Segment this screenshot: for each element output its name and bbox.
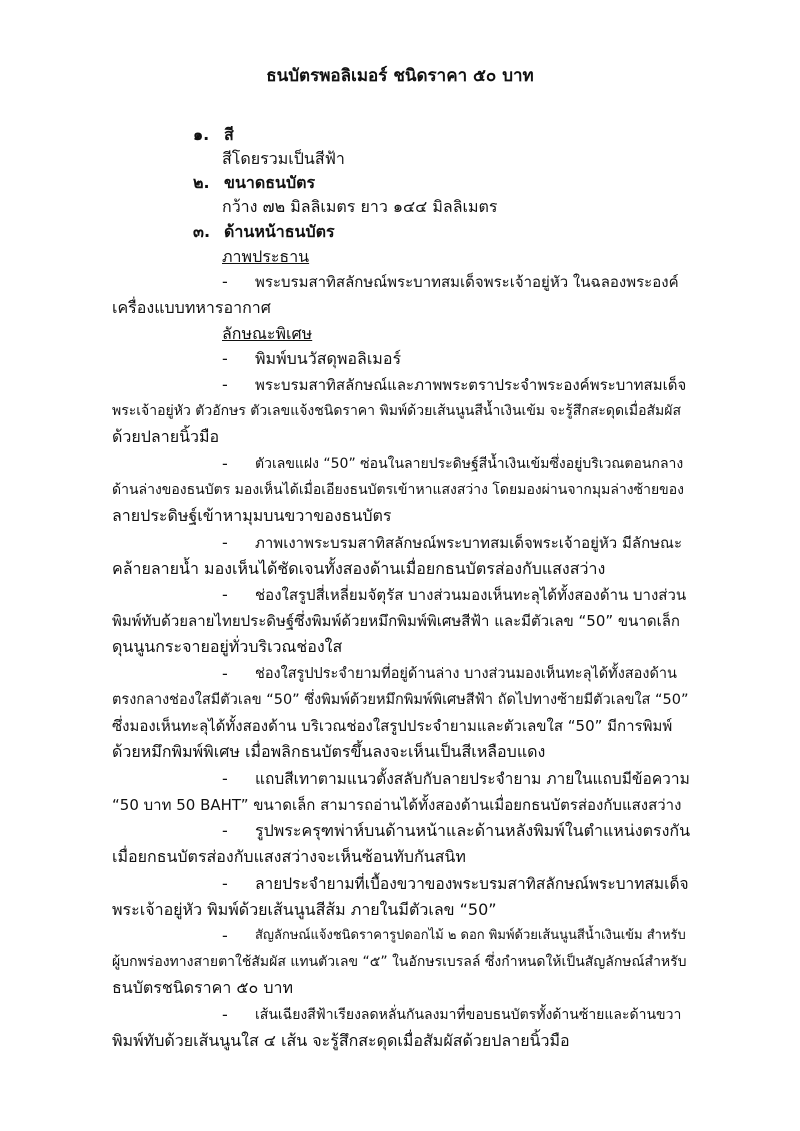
paragraph-line: แถบสีเทาตามแนวตั้งสลับกับลายประจำยาม ภายในแถบมีข้อความ	[255, 770, 690, 788]
paragraph-line: ผู้บกพร่องทางสายตาใช้สัมผัส แทนตัวเลข “๕” ในอักษรเบรลล์ ซึ่งกำหนดให้เป็นสัญลักษณ์สำหรับ	[112, 954, 687, 970]
paragraph-line: ลายประดิษฐ์เข้าหามุมบนขวาของธนบัตร	[112, 506, 392, 525]
paragraph-line: ด้านล่างของธนบัตร มองเห็นได้เมื่อเอียงธนบัตรเข้าหาแสงสว่าง โดยมองผ่านจากมุมล่างซ้ายของ	[112, 482, 684, 498]
paragraph-line: “50 บาท 50 BAHT” ขนาดเล็ก สามารถอ่านได้ทั้งสองด้านเมื่อยกธนบัตรส่องกับแสงสว่าง	[112, 796, 682, 814]
paragraph-line: เครื่องแบบทหารอากาศ	[112, 298, 271, 317]
section-heading: ขนาดธนบัตร	[224, 173, 316, 192]
section-body: กว้าง ๗๒ มิลลิเมตร ยาว ๑๔๔ มิลลิเมตร	[222, 197, 498, 216]
paragraph-line: ตัวเลขแฝง “50” ซ่อนในลายประดิษฐ์สีน้ำเงินเข้มซึ่งอยู่บริเวณตอนกลาง	[255, 456, 684, 472]
paragraph-line: เมื่อยกธนบัตรส่องกับแสงสว่างจะเห็นซ้อนทับกันสนิท	[112, 847, 466, 866]
paragraph-line: พระบรมสาทิสลักษณ์พระบาทสมเด็จพระเจ้าอยู่หัว ในฉลองพระองค์	[255, 273, 679, 291]
bullet-dash: -	[222, 821, 228, 840]
paragraph-line: พิมพ์ทับด้วยลายไทยประดิษฐ์ซึ่งพิมพ์ด้วยหมึกพิมพ์พิเศษสีฟ้า และมีตัวเลข “50” ขนาดเล็ก	[112, 612, 681, 630]
bullet-dash: -	[222, 454, 228, 473]
section-number: ๒.	[193, 173, 210, 192]
subheading-features: ลักษณะพิเศษ	[222, 324, 313, 343]
section-number: ๓.	[193, 222, 211, 241]
paragraph-line: ซึ่งมองเห็นทะลุได้ทั้งสองด้าน บริเวณช่องใสรูปประจำยามและตัวเลขใส “50” มีการพิมพ์	[112, 717, 673, 735]
document-title: ธนบัตรพอลิเมอร์ ชนิดราคา ๕๐ บาท	[266, 66, 534, 86]
paragraph-line: สัญลักษณ์แจ้งชนิดราคารูปดอกไม้ ๒ ดอก พิมพ์ด้วยเส้นนูนสีน้ำเงินเข้ม สำหรับ	[255, 928, 686, 943]
bullet-dash: -	[222, 533, 228, 552]
bullet-dash: -	[222, 349, 228, 368]
bullet-dash: -	[222, 874, 228, 893]
bullet-dash: -	[222, 926, 228, 945]
paragraph-line: พระเจ้าอยู่หัว พิมพ์ด้วยเส้นนูนสีส้ม ภายในมีตัวเลข “50”	[112, 900, 497, 919]
bullet-dash: -	[222, 1005, 228, 1024]
paragraph-line: ช่องใสรูปสี่เหลี่ยมจัตุรัส บางส่วนมองเห็นทะลุได้ทั้งสองด้าน บางส่วน	[255, 586, 687, 604]
bullet-dash: -	[222, 664, 228, 683]
paragraph-line: ธนบัตรชนิดราคา ๕๐ บาท	[112, 978, 294, 997]
paragraph-line: ภาพเงาพระบรมสาทิสลักษณ์พระบาทสมเด็จพระเจ้าอยู่หัว มีลักษณะ	[255, 534, 683, 552]
bullet-dash: -	[222, 585, 228, 604]
section-heading: สี	[224, 125, 234, 144]
paragraph-line: ดุนนูนกระจายอยู่ทั่วบริเวณช่องใส	[112, 637, 343, 656]
paragraph-line: ด้วยหมึกพิมพ์พิเศษ เมื่อพลิกธนบัตรขึ้นลงจะเห็นเป็นสีเหลือบแดง	[112, 742, 546, 761]
bullet-dash: -	[222, 272, 228, 291]
paragraph-line: พระบรมสาทิสลักษณ์และภาพพระตราประจำพระองค์พระบาทสมเด็จ	[255, 376, 687, 394]
section-heading: ด้านหน้าธนบัตร	[224, 222, 335, 241]
paragraph-line: เส้นเฉียงสีฟ้าเรียงลดหลั่นกันลงมาที่ขอบธนบัตรทั้งด้านซ้ายและด้านขวา	[255, 1007, 682, 1023]
section-body: สีโดยรวมเป็นสีฟ้า	[222, 149, 345, 168]
paragraph-line: พิมพ์บนวัสดุพอลิเมอร์	[255, 349, 402, 368]
paragraph-line: คล้ายลายน้ำ มองเห็นได้ชัดเจนทั้งสองด้านเมื่อยกธนบัตรส่องกับแสงสว่าง	[112, 559, 606, 578]
section-number: ๑.	[193, 125, 210, 144]
paragraph-line: พระเจ้าอยู่หัว ตัวอักษร ตัวเลขแจ้งชนิดราคา พิมพ์ด้วยเส้นนูนสีน้ำเงินเข้ม จะรู้สึกสะดุดเมื่อสัมผัส	[112, 403, 682, 419]
paragraph-line: ด้วยปลายนิ้วมือ	[112, 427, 220, 446]
bullet-dash: -	[222, 375, 228, 394]
paragraph-line: พิมพ์ทับด้วยเส้นนูนใส ๔ เส้น จะรู้สึกสะดุดเมื่อสัมผัสด้วยปลายนิ้วมือ	[112, 1031, 570, 1050]
paragraph-line: รูปพระครุฑพ่าห์บนด้านหน้าและด้านหลังพิมพ์ในตำแหน่งตรงกัน	[255, 821, 690, 840]
subheading-main-image: ภาพประธาน	[222, 247, 310, 266]
paragraph-line: ตรงกลางช่องใสมีตัวเลข “50” ซึ่งพิมพ์ด้วยหมึกพิมพ์พิเศษสีฟ้า ถัดไปทางซ้ายมีตัวเลขใส “50”	[112, 692, 689, 708]
bullet-dash: -	[222, 769, 228, 788]
paragraph-line: ช่องใสรูปประจำยามที่อยู่ด้านล่าง บางส่วนมองเห็นทะลุได้ทั้งสองด้าน	[255, 666, 677, 682]
paragraph-line: ลายประจำยามที่เบื้องขวาของพระบรมสาทิสลักษณ์พระบาทสมเด็จ	[255, 875, 689, 893]
